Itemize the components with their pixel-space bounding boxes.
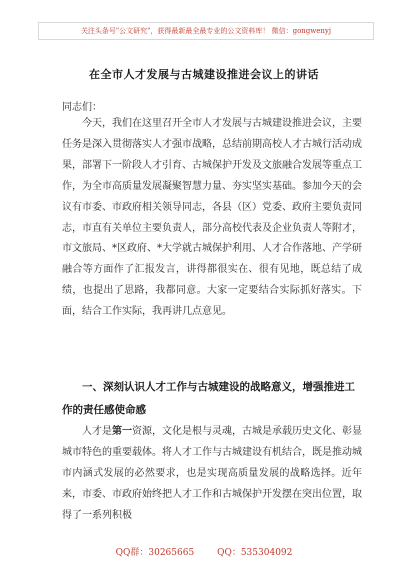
document-title: 在全市人才发展与古城建设推进会议上的讲话: [89, 68, 319, 81]
paragraph-2-lead: 人才是: [82, 426, 112, 437]
footer-contact: [0, 545, 408, 558]
body-paragraph-1: 今天，我们在这里召开全市人才发展与古城建设推进会议，主要任务是深入贯彻落实人才强市战略，总结前期高校人才古城行活动成果，部署下一阶段人才引育、古城保护开发及文旅融合发展等重点工作，为全市高质量发展凝聚智慧力量、夯实坚实基础。参加今天的会议有市委、市政府相关领导同志，各县（区）党委、政府主要负责同志，市直有关单位主要负责人，部分高校代表及企业负责人等附才，市文旅局、*区政府、*大学就古城保护利用、人才合作落地、产学研融合等方面作了汇报发言，讲得都很实在、很有见地，既总结了成绩，也提出了思路，我都同意。大家一定要结合实际抓好落实。下面，结合工作实际，我再讲几点意见。: [62, 118, 362, 318]
paragraph-2-rest: 资源，文化是根与灵魂，古城是承载历史文化、彰显城市特色的重要载体。将人才工作与古城建设有机结合，既是推动城市内涵式发展的必然要求，也是实现高质量发展的战略选择。近年来，市委、市政府始终把人才工作和古城保护开发摆在突出位置，取得了一系列积极: [62, 426, 362, 521]
section-heading-1: 一、深刻认识人才工作与古城建设的战略意义，增强推进工作的责任感使命感: [62, 381, 355, 416]
header-notice: 关注头条号"公文研究"，获得最新最全最专业的公文资料库！ 微信：gongwenyj: [38, 22, 374, 40]
footer-qq-group: QQ群：30265665: [115, 548, 195, 558]
salutation: 同志们：: [62, 102, 102, 113]
paragraph-2-emphasis: 第一: [112, 426, 132, 437]
body-paragraph-2: [62, 422, 362, 527]
footer-qq: QQ：535304092: [217, 548, 293, 558]
